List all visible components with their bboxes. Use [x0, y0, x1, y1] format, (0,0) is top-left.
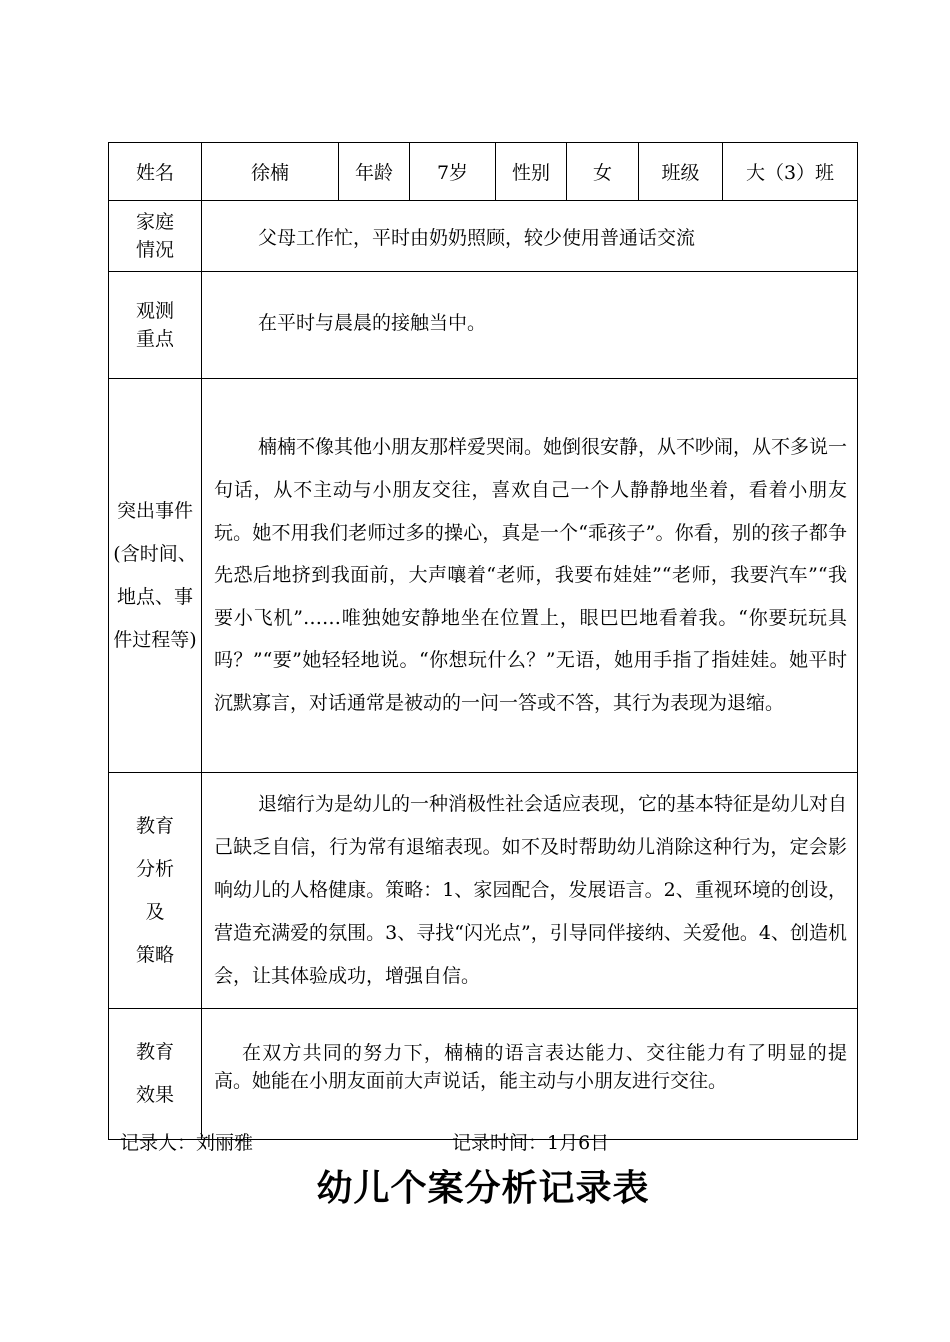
basic-info-row — [109, 143, 858, 201]
gender-value: 女 — [567, 143, 639, 201]
effect-row — [109, 1009, 858, 1140]
class-label: 班级 — [639, 143, 723, 201]
effect-label-line1: 教育 — [135, 1041, 174, 1063]
effect-label-line2: 效果 — [135, 1084, 174, 1106]
record-time-text: 记录时间：1月6日 — [452, 1132, 610, 1154]
family-text: 父母工作忙，平时由奶奶照顾，较少使用普通话交流 — [202, 201, 858, 272]
focus-row — [109, 272, 858, 379]
analysis-label — [109, 773, 202, 1009]
event-row — [109, 379, 858, 773]
family-label-line1: 家庭 — [135, 211, 174, 233]
analysis-label-line3: 及 — [145, 900, 165, 923]
age-value: 7岁 — [410, 143, 496, 201]
family-row — [109, 201, 858, 272]
analysis-text: 退缩行为是幼儿的一种消极性社会适应表现，它的基本特征是幼儿对自己缺乏自信，行为常有退缩表现。如不及时帮助幼儿消除这种行为，定会影响幼儿的人格健康。策略：1、家园配合，发展语言。2、重视环境的创设，营造充满爱的氛围。3、寻找“闪光点”，引导同伴接纳、关爱他。4、创造机会，让其体验成功，增强自信。 — [202, 773, 858, 1009]
gender-label: 性别 — [496, 143, 567, 201]
family-label — [109, 201, 202, 272]
effect-text: 在双方共同的努力下，楠楠的语言表达能力、交往能力有了明显的提高。她能在小朋友面前大声说话，能主动与小朋友进行交往。 — [202, 1009, 858, 1140]
event-label: 突出事件(含时间、地点、事件过程等) — [109, 379, 202, 773]
analysis-row — [109, 773, 858, 1009]
analysis-label-line1: 教育 — [135, 814, 174, 837]
recorder-text: 记录人：刘丽雅 — [120, 1132, 254, 1154]
effect-label — [109, 1009, 202, 1140]
focus-label — [109, 272, 202, 379]
name-label: 姓名 — [109, 143, 202, 201]
focus-label-line2: 重点 — [135, 328, 174, 350]
event-text: 楠楠不像其他小朋友那样爱哭闹。她倒很安静，从不吵闹，从不多说一句话，从不主动与小朋友交往，喜欢自己一个人静静地坐着，看着小朋友玩。她不用我们老师过多的操心，真是一个“乖孩子”。你看，别的孩子都争先恐后地挤到我面前，大声嚷着“老师，我要布娃娃”“老师，我要汽车”“我要小飞机”……唯独她安静地坐在位置上，眼巴巴地看着我。“你要玩玩具吗？”“要”她轻轻地说。“你想玩什么？”无语，她用手指了指娃娃。她平时沉默寡言，对话通常是被动的一问一答或不答，其行为表现为退缩。 — [202, 379, 858, 773]
focus-label-line1: 观测 — [135, 300, 174, 322]
family-label-line2: 情况 — [135, 239, 174, 261]
age-label: 年龄 — [339, 143, 410, 201]
focus-text: 在平时与晨晨的接触当中。 — [202, 272, 858, 379]
name-value: 徐楠 — [202, 143, 339, 201]
class-value: 大（3）班 — [723, 143, 858, 201]
analysis-label-line4: 策略 — [135, 943, 174, 966]
document-title: 幼儿个案分析记录表 — [316, 1168, 650, 1209]
case-record-table — [108, 142, 858, 1140]
analysis-label-line2: 分析 — [135, 857, 174, 880]
